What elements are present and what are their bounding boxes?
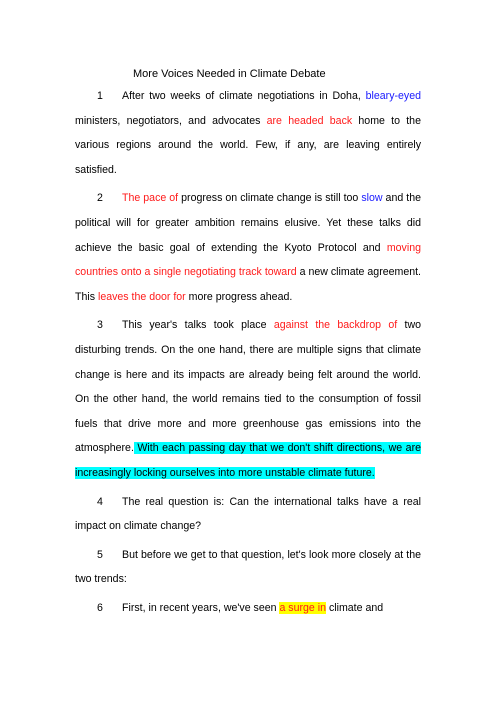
text-run: home to the various regions around the world. Few, if any, are leaving entirely satisfied. [75, 114, 421, 176]
highlighted-phrase: With each passing day that we don't shift directions, we are increasingly locking ourselves into more unstable climate future. [75, 442, 421, 479]
text-run: But before we get to that question, let's look more closely at the two trends: [75, 548, 421, 586]
highlighted-phrase: leaves the door for [97, 290, 186, 303]
text-run: climate and [326, 601, 384, 614]
highlighted-phrase: a surge in [279, 601, 326, 614]
paragraph-4 [75, 490, 421, 539]
highlighted-phrase: The pace of [122, 192, 179, 205]
paragraph-3 [75, 313, 421, 485]
document-body [75, 84, 421, 620]
highlighted-phrase: moving countries onto a single negotiating track toward [75, 241, 421, 279]
text-run: First, in recent years, we've seen [122, 601, 280, 614]
paragraph-number: 4 [97, 495, 103, 508]
text-run: ministers, negotiators, and advocates [75, 114, 267, 127]
text-run: more progress ahead. [185, 290, 293, 303]
highlighted-phrase: against the backdrop of [273, 319, 398, 332]
paragraph-number: 2 [97, 192, 103, 205]
highlighted-phrase: bleary-eyed [365, 90, 421, 102]
text-run: two disturbing trends. On the one hand, there are multiple signs that climate change is here and its impacts are already being felt around the world. On the other hand, the world remains tied to the consumption of fossil fuels that drive more and more greenhouse gas emissions into the atmosphere. [75, 319, 421, 455]
paragraph-number: 1 [97, 90, 103, 102]
paragraph-6 [75, 596, 421, 621]
paragraph-5 [75, 543, 421, 592]
text-run: and the political will for greater ambition remains elusive. Yet these talks did achieve the basic goal of extending the Kyoto Protocol and [75, 192, 421, 254]
text-run: a new climate agreement. This [75, 266, 421, 303]
text-run: progress on climate change is still too [178, 192, 362, 205]
paragraph-number: 5 [97, 548, 103, 561]
text-run: This year's talks took place [122, 319, 274, 332]
highlighted-phrase: slow [361, 192, 383, 205]
paragraph-number: 3 [97, 319, 103, 332]
document-title: More Voices Needed in Climate Debate [133, 68, 326, 80]
highlighted-phrase: are headed back [266, 114, 353, 127]
text-run: The real question is: Can the international talks have a real impact on climate change? [75, 495, 421, 533]
paragraph-1 [75, 84, 421, 182]
paragraph-2 [75, 186, 421, 309]
text-run: After two weeks of climate negotiations in Doha, [122, 90, 366, 102]
paragraph-number: 6 [97, 601, 103, 614]
